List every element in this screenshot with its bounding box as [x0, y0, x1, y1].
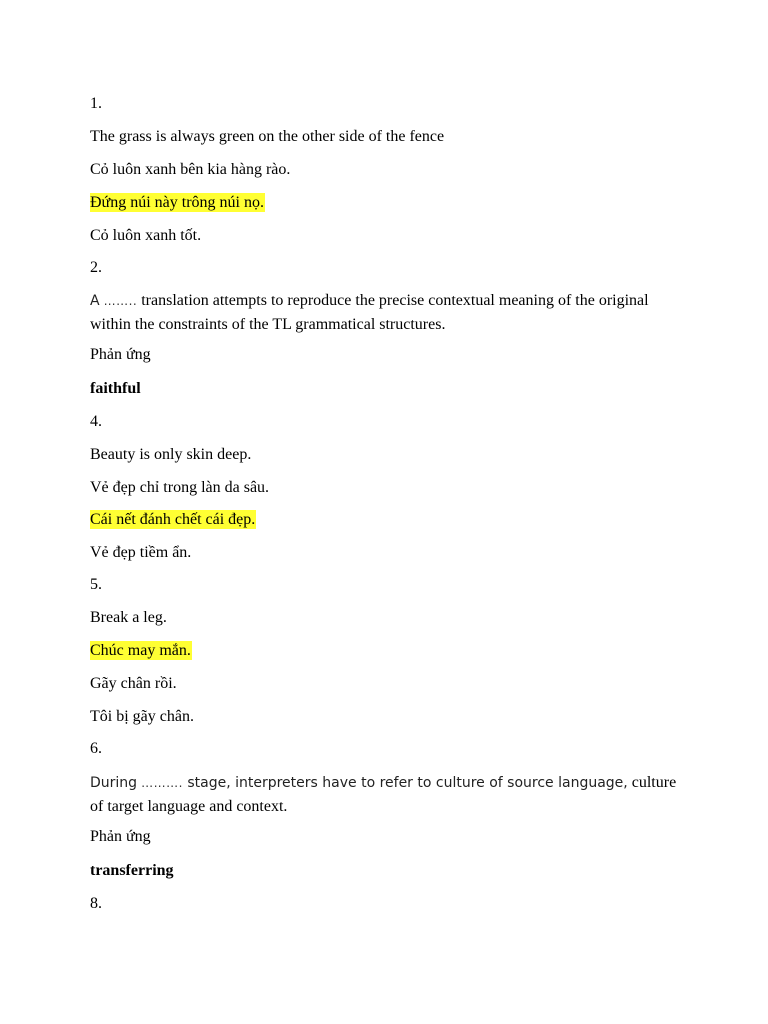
question-number: 2. — [90, 259, 102, 276]
translation-option: Cỏ luôn xanh tốt. — [90, 227, 202, 244]
answer-text: faithful — [90, 380, 141, 397]
translation-option: Tôi bị gãy chân. — [90, 708, 194, 725]
question-number: 8. — [90, 895, 102, 912]
translation-option: Cỏ luôn xanh bên kia hàng rào. — [90, 161, 291, 178]
highlighted-answer — [90, 192, 265, 214]
question-number: 1. — [90, 95, 102, 112]
english-sentence: The grass is always green on the other side of the fence — [90, 128, 445, 145]
english-sentence: Break a leg. — [90, 609, 167, 626]
prompt-lead: A — [90, 293, 100, 309]
question-prompt — [90, 771, 680, 818]
translation-option: Vẻ đẹp tiềm ẩn. — [90, 544, 192, 561]
answer-highlight: Đứng núi này trông núi nọ. — [90, 194, 264, 211]
highlighted-answer — [90, 640, 192, 662]
question-number: 5. — [90, 576, 102, 593]
blank-dots: …….. — [103, 294, 138, 308]
highlighted-answer — [90, 509, 256, 531]
prompt-text: translation attempts to reproduce the precise contextual meaning of the original within the constraints of the TL grammatical structures. — [90, 292, 649, 333]
prompt-text-sans: stage, interpreters have to refer to culture of source language, — [182, 775, 628, 791]
response-label: Phản ứng — [90, 828, 151, 845]
translation-option: Gãy chân rồi. — [90, 675, 177, 692]
question-number: 4. — [90, 413, 102, 430]
answer-highlight: Cái nết đánh chết cái đẹp. — [90, 511, 256, 528]
prompt-text: culture of target language and context. — [90, 774, 677, 815]
question-number: 6. — [90, 740, 102, 757]
question-prompt — [90, 289, 680, 336]
english-sentence: Beauty is only skin deep. — [90, 446, 252, 463]
answer-highlight: Chúc may mắn. — [90, 642, 191, 659]
answer-text: transferring — [90, 862, 174, 879]
translation-option: Vẻ đẹp chỉ trong làn da sâu. — [90, 479, 270, 496]
blank-dots: ………. — [141, 776, 183, 790]
response-label: Phản ứng — [90, 346, 151, 363]
prompt-lead: During — [90, 775, 138, 791]
